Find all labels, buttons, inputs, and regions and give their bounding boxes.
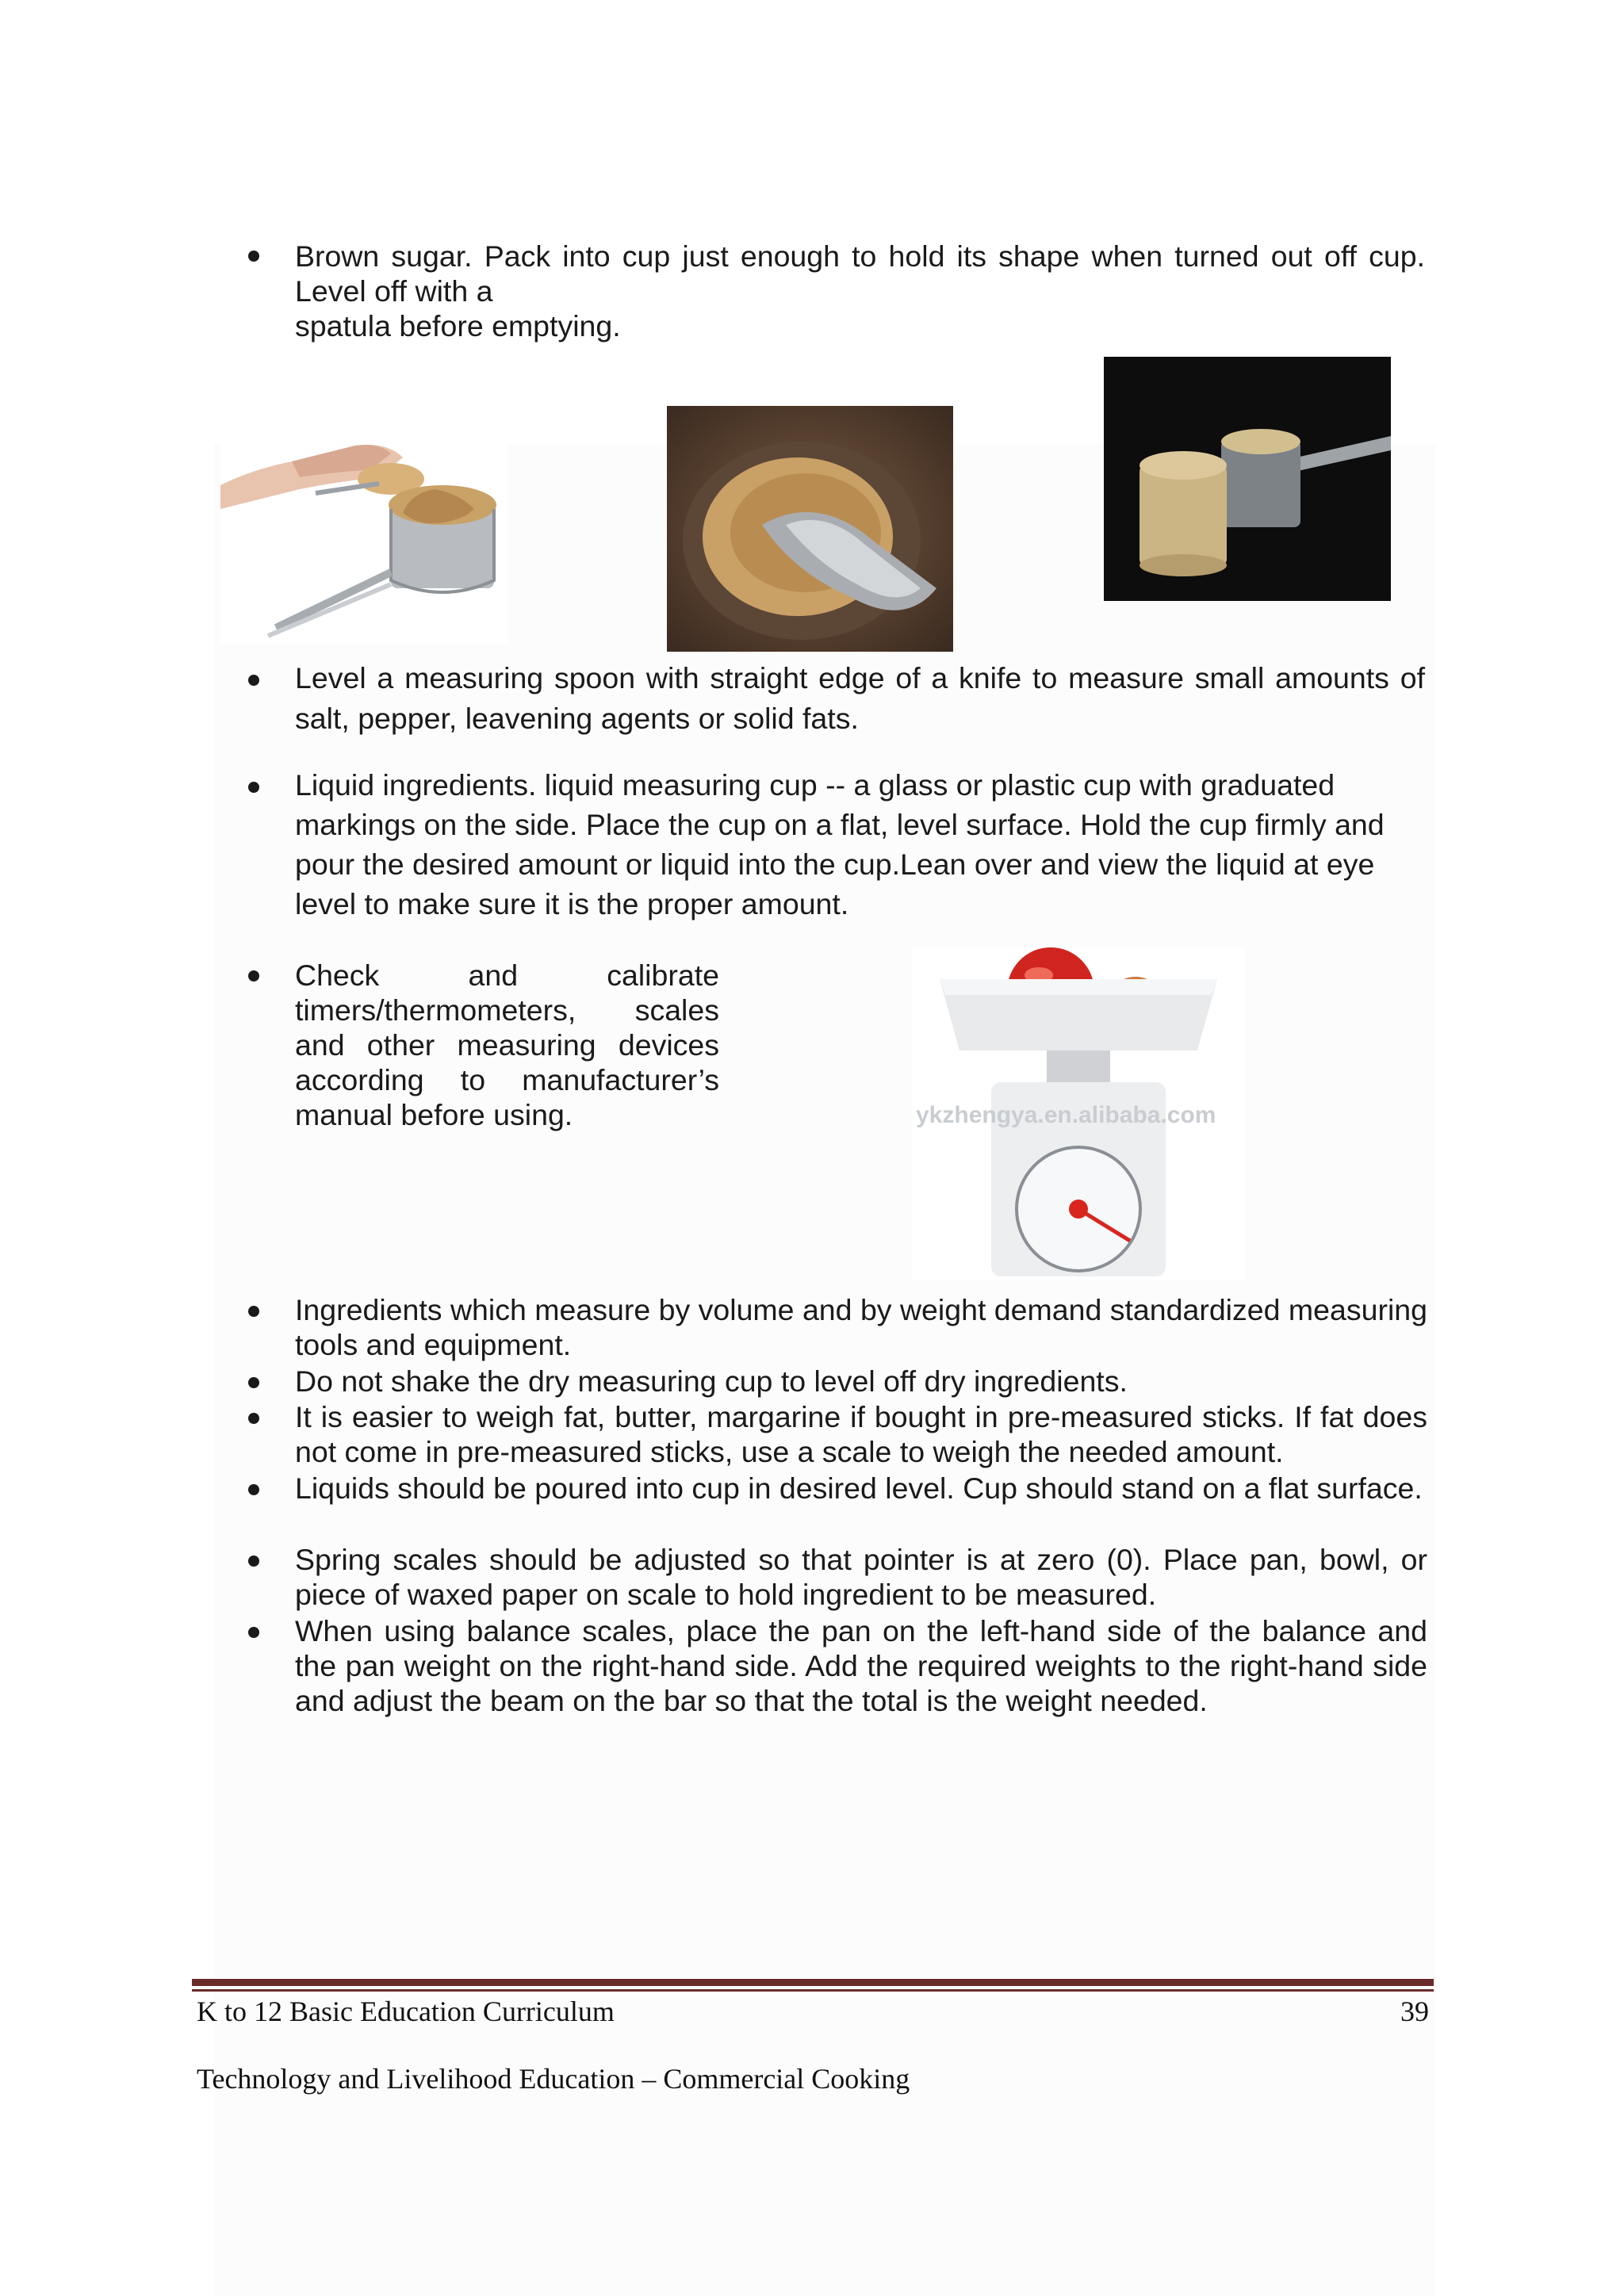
bullet-dot bbox=[248, 251, 259, 262]
list-item: Do not shake the dry measuring cup to level off dry ingredients. bbox=[295, 1364, 1128, 1398]
bullet-dot bbox=[248, 970, 259, 982]
page-number: 39 bbox=[1400, 1996, 1429, 2027]
list-item: When using balance scales, place the pan on the left-hand side of the balance and the pan weight on the right-hand side. Add the required weights to the right-hand side and adjust the beam on the bar so that the total is the weight needed. bbox=[295, 1614, 1427, 1717]
bullet-dot bbox=[248, 1413, 259, 1424]
bullet-dot bbox=[248, 1627, 259, 1638]
brown-sugar-line-2: Level off with a bbox=[295, 274, 493, 308]
list-item: It is easier to weigh fat, butter, margarine if bought in pre-measured sticks. If fat does not come in pre-measured sticks, use a scale to weigh the needed amount. bbox=[295, 1400, 1427, 1468]
bullet-dot bbox=[248, 675, 259, 686]
list-item: Spring scales should be adjusted so that pointer is at zero (0). Place pan, bowl, or piece of waxed paper on scale to hold ingredient to be measured. bbox=[295, 1543, 1427, 1611]
scale-watermark: ykzhengya.en.alibaba.com bbox=[916, 1102, 1216, 1128]
liquid-ingredients-text: Liquid ingredients. liquid measuring cup -- a glass or plastic cup with graduated markings on the side. Place the cup on a flat, level surface. Hold the cup firmly and pour the desired amount or liquid into the cup.Lean over and view the liquid at eye level to make sure it is the proper amount. bbox=[295, 768, 1385, 920]
bullet-dot bbox=[248, 1377, 259, 1388]
bullet-dot bbox=[248, 1306, 259, 1317]
brown-sugar-spoon-photo bbox=[667, 406, 953, 652]
bullet-dot bbox=[248, 782, 259, 793]
brown-sugar-line-3: spatula before emptying. bbox=[295, 309, 621, 342]
footer-subject: Technology and Livelihood Education – Commercial Cooking bbox=[197, 2063, 910, 2095]
brown-sugar-line-1: Brown sugar. Pack into cup just enough to hold its shape when turned out off cup. bbox=[295, 239, 1425, 273]
measuring-spoon-text: Level a measuring spoon with straight edge of a knife to measure small amounts of salt, pepper, leavening agents or solid fats. bbox=[295, 661, 1425, 735]
bullet-dot bbox=[248, 1484, 259, 1495]
footer-curriculum: K to 12 Basic Education Curriculum bbox=[197, 1996, 615, 2027]
bullet-dot bbox=[248, 1556, 259, 1567]
footer-rule-thin bbox=[192, 1989, 1434, 1992]
brown-sugar-cup-photo bbox=[220, 414, 508, 644]
footer-rule-thick bbox=[192, 1979, 1434, 1986]
packed-brown-sugar-photo bbox=[1104, 357, 1391, 601]
kitchen-scale-photo bbox=[912, 947, 1245, 1280]
calibrate-text: Check and calibrate timers/thermometers, scales and other measuring devices according to manufacturer’s manual before using. bbox=[295, 959, 719, 1131]
list-item: Liquids should be poured into cup in desired level. Cup should stand on a flat surface. bbox=[295, 1471, 1423, 1505]
list-item: Ingredients which measure by volume and by weight demand standardized measuring tools and equipment. bbox=[295, 1293, 1427, 1361]
